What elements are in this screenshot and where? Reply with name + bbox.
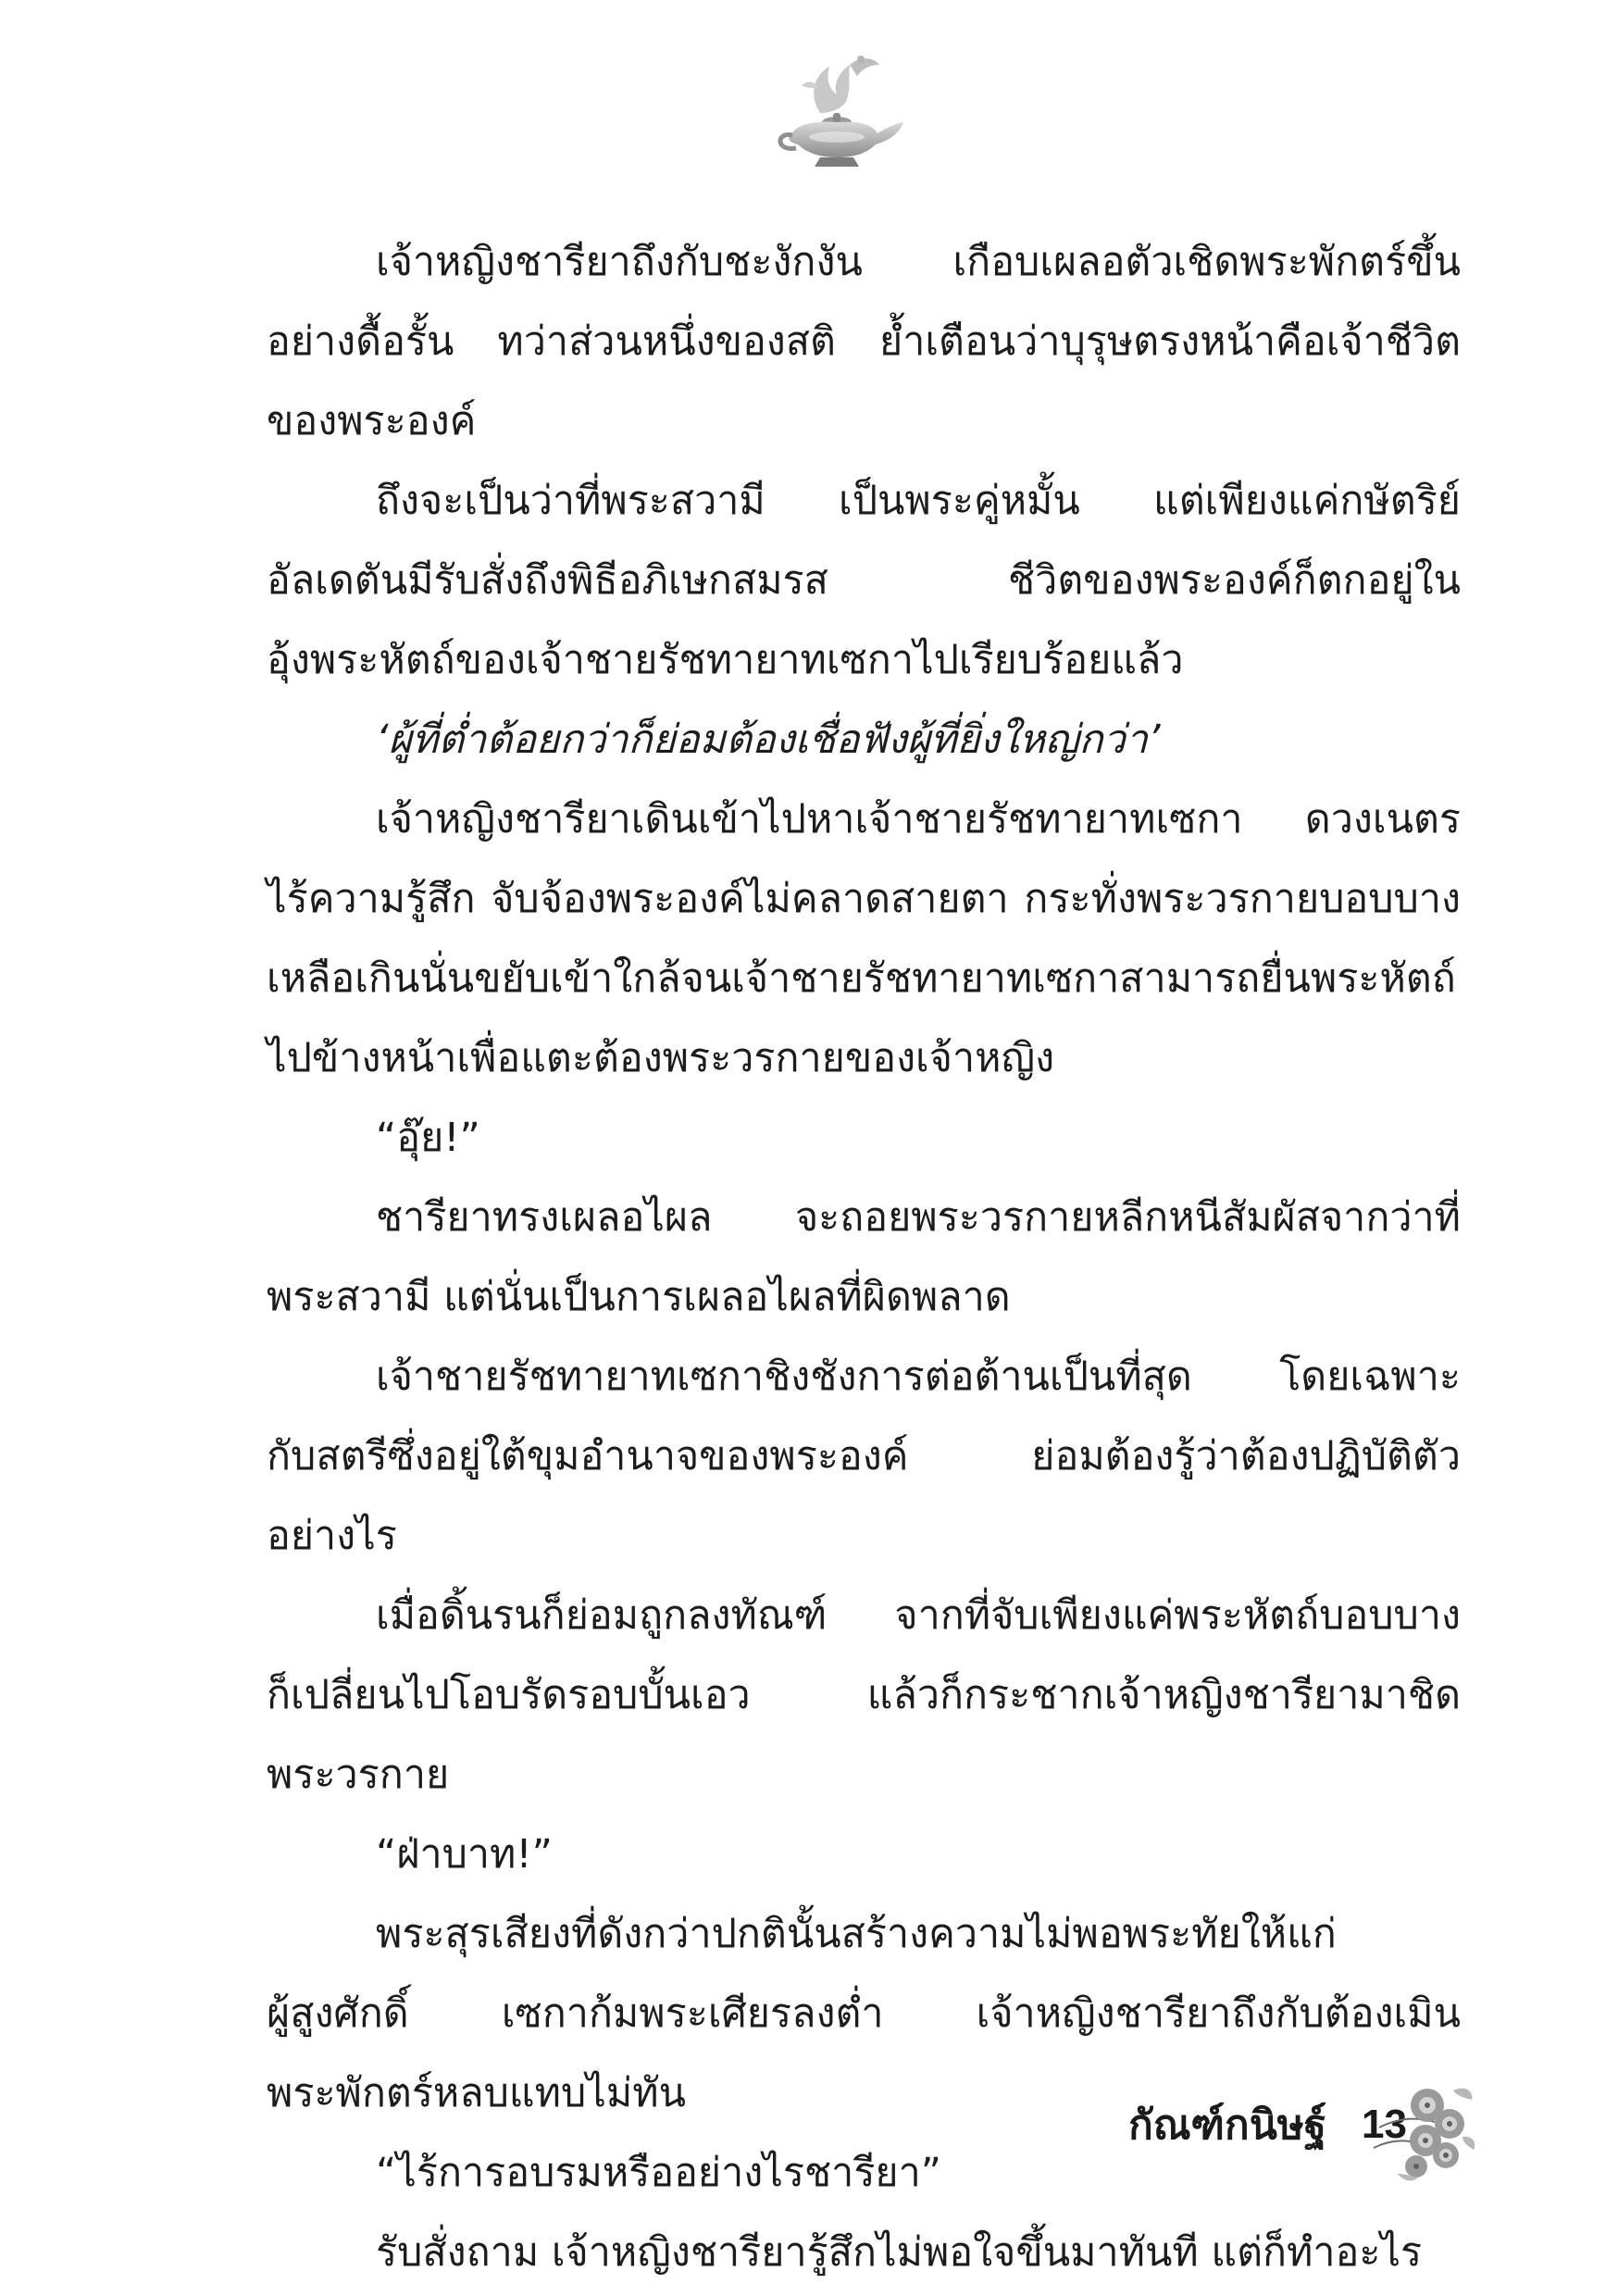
text-line: พระวรกาย — [267, 1752, 450, 1798]
text-line: ก็เปลี่ยนไปโอบรัดรอบบั้นเอว แล้วก็กระชากเจ้าหญิงชารียามาชิด — [267, 1672, 1461, 1718]
text-line: เมื่อดิ้นรนก็ย่อมถูกลงทัณฑ์ จากที่จับเพียงแค่พระหัตถ์บอบบาง — [376, 1592, 1461, 1639]
text-line: อุ้งพระหัตถ์ของเจ้าชายรัชทายาทเซกาไปเรียบร้อยแล้ว — [267, 637, 1184, 683]
text-line: พระสุรเสียงที่ดังกว่าปกตินั้นสร้างความไม่พอพระทัยให้แก่ — [376, 1911, 1337, 1957]
text-line: กับสตรีซึ่งอยู่ใต้ขุมอำนาจของพระองค์ ย่อมต้องรู้ว่าต้องปฏิบัติตัว — [267, 1433, 1461, 1479]
genie-lamp-ornament-icon — [765, 48, 913, 178]
text-line: ของพระองค์ — [267, 398, 477, 444]
text-line: ‘ผู้ที่ต่ำต้อยกว่าก็ย่อมต้องเชื่อฟังผู้ที่ยิ่งใหญ่กว่า’ — [376, 717, 1161, 763]
floral-corner-ornament-icon — [1361, 2063, 1481, 2192]
text-line: อย่างดื้อรั้น ทว่าส่วนหนึ่งของสติ ย้ำเตือนว่าบุรุษตรงหน้าคือเจ้าชีวิต — [267, 318, 1461, 365]
body-text — [267, 222, 1461, 2292]
text-line: พระพักตร์หลบแทบไม่ทัน — [267, 2070, 686, 2116]
text-line: อย่างไร — [267, 1513, 397, 1559]
text-line: “ฝ่าบาท!” — [376, 1831, 553, 1878]
text-line: เจ้าชายรัชทายาทเซกาชิงชังการต่อต้านเป็นที่สุด โดยเฉพาะ — [376, 1354, 1461, 1400]
text-line: ถึงจะเป็นว่าที่พระสวามี เป็นพระคู่หมั้น แต่เพียงแค่กษัตริย์ — [376, 478, 1461, 524]
text-line: พระสวามี แต่นั่นเป็นการเผลอไผลที่ผิดพลาด — [267, 1274, 1011, 1320]
text-line: “อุ๊ย!” — [376, 1115, 480, 1161]
text-line: ไร้ความรู้สึก จับจ้องพระองค์ไม่คลาดสายตา กระทั่งพระวรกายบอบบาง — [267, 876, 1461, 922]
text-line: ชารียาทรงเผลอไผล จะถอยพระวรกายหลีกหนีสัมผัสจากว่าที่ — [376, 1194, 1461, 1241]
text-line: อัลเดตันมีรับสั่งถึงพิธีอภิเษกสมรส ชีวิตของพระองค์ก็ตกอยู่ใน — [267, 557, 1461, 604]
text-line: ผู้สูงศักดิ์ เซกาก้มพระเศียรลงต่ำ เจ้าหญิงชารียาถึงกับต้องเมิน — [267, 1990, 1461, 2037]
text-line: เจ้าหญิงชารียาเดินเข้าไปหาเจ้าชายรัชทายาทเซกา ดวงเนตร — [376, 796, 1461, 842]
text-line: “ไร้การอบรมหรืออย่างไรชารียา” — [376, 2150, 942, 2196]
page-footer — [926, 2083, 1407, 2166]
book-title: กัณฑ์กนิษฐ์ — [1128, 2102, 1327, 2149]
page-number: 13 — [1362, 2102, 1407, 2147]
text-line: รับสั่งถาม เจ้าหญิงชารียารู้สึกไม่พอใจขึ้นมาทันที แต่ก็ทำอะไร — [376, 2229, 1423, 2276]
text-line: เหลือเกินนั่นขยับเข้าใกล้จนเจ้าชายรัชทายาทเซกาสามารถยื่นพระหัตถ์ — [267, 955, 1456, 1002]
text-line: เจ้าหญิงชารียาถึงกับชะงักงัน เกือบเผลอตัวเชิดพระพักตร์ขึ้น — [376, 239, 1461, 285]
text-line: ไปข้างหน้าเพื่อแตะต้องพระวรกายของเจ้าหญิง — [267, 1035, 1055, 1081]
